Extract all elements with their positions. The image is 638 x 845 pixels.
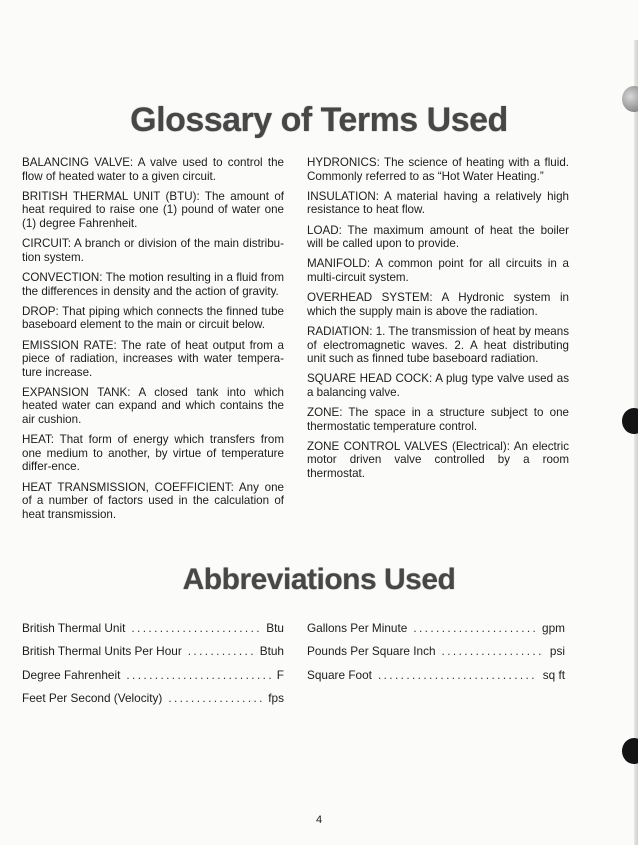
dot-leader bbox=[188, 644, 254, 658]
abbreviation-row bbox=[22, 668, 284, 691]
abbreviation-name: Square Foot bbox=[307, 667, 372, 682]
dot-leader bbox=[168, 691, 262, 705]
glossary-term: DROP: That piping which connects the finned tube baseboard element to the main or circuit below. bbox=[22, 304, 284, 332]
glossary-term: MANIFOLD: A common point for all circuits in a multi-circuit system. bbox=[307, 257, 569, 284]
abbreviation-row bbox=[307, 668, 565, 691]
abbreviations-heading: Abbreviations Used bbox=[182, 563, 456, 596]
abbreviation-row bbox=[307, 621, 565, 644]
abbreviation-value: psi bbox=[549, 644, 565, 659]
glossary-term: OVERHEAD SYSTEM: A Hydronic system in which the supply main is above the radiation. bbox=[307, 291, 569, 318]
abbreviation-name: Pounds Per Square Inch bbox=[307, 644, 436, 659]
glossary-term: EXPANSION TANK: A closed tank into which heated water can expand and which contains the air cushion. bbox=[22, 385, 284, 427]
glossary-term: LOAD: The maximum amount of heat the boiler will be called upon to provide. bbox=[307, 223, 569, 251]
dot-leader bbox=[442, 644, 544, 658]
glossary-term: SQUARE HEAD COCK: A plug type valve used as a balancing valve. bbox=[307, 372, 569, 399]
abbreviation-row bbox=[22, 621, 284, 644]
dot-leader bbox=[413, 621, 536, 635]
page-number: 4 bbox=[315, 814, 323, 826]
glossary-heading: Glossary of Terms Used bbox=[130, 101, 508, 139]
abbreviation-value: fps bbox=[268, 690, 284, 705]
dot-leader bbox=[131, 621, 260, 635]
glossary-right-column bbox=[307, 156, 569, 487]
abbreviation-row bbox=[22, 691, 284, 714]
glossary-term: ZONE: The space in a structure subject to one thermostatic temperature control. bbox=[307, 406, 569, 433]
abbreviation-value: gpm bbox=[542, 621, 565, 635]
glossary-term: BRITISH THERMAL UNIT (BTU): The amount of heat required to raise one (1) pound of water one (1) degree Fahrenheit. bbox=[22, 189, 284, 230]
glossary-term: EMISSION RATE: The rate of heat output from a piece of radiation, increases with water tempera-ture increase. bbox=[22, 338, 284, 379]
glossary-term: ZONE CONTROL VALVES (Electrical): An electric motor driven valve controlled by a room thermostat. bbox=[307, 439, 569, 481]
binder-hole-middle bbox=[622, 408, 638, 434]
dot-leader bbox=[126, 668, 270, 682]
dot-leader bbox=[378, 668, 537, 682]
abbreviation-name: Feet Per Second (Velocity) bbox=[22, 690, 163, 705]
abbreviations-right-column bbox=[307, 621, 565, 691]
glossary-term: HEAT TRANSMISSION, COEFFICIENT: Any one of a number of factors used in the calculation of heat transmission. bbox=[22, 480, 284, 521]
abbreviation-name: Degree Fahrenheit bbox=[22, 667, 121, 682]
glossary-term: CIRCUIT: A branch or division of the main distribu-tion system. bbox=[22, 237, 284, 264]
abbreviation-name: British Thermal Unit bbox=[22, 621, 126, 635]
glossary-term: BALANCING VALVE: A valve used to control the flow of heated water to a given circuit. bbox=[22, 156, 284, 183]
page-edge bbox=[634, 40, 638, 845]
abbreviation-name: Gallons Per Minute bbox=[307, 621, 408, 635]
glossary-term: INSULATION: A material having a relatively high resistance to heat flow. bbox=[307, 189, 569, 217]
binder-hole-bottom bbox=[622, 738, 638, 764]
glossary-term: HEAT: That form of energy which transfers from one medium to another, by virtue of temperature differ-ence. bbox=[22, 433, 284, 474]
glossary-term: CONVECTION: The motion resulting in a fluid from the differences in density and the action of gravity. bbox=[22, 270, 284, 298]
abbreviation-row bbox=[22, 644, 284, 667]
abbreviation-value: Btuh bbox=[259, 644, 284, 659]
glossary-term: HYDRONICS: The science of heating with a fluid. Commonly referred to as “Hot Water Heating.” bbox=[307, 156, 569, 183]
glossary-term: RADIATION: 1. The transmission of heat by means of electromagnetic waves. 2. A heat distributing unit such as finned tube baseboard radiation. bbox=[307, 324, 569, 366]
abbreviations-left-column bbox=[22, 621, 284, 714]
abbreviation-value: sq ft bbox=[542, 667, 565, 682]
abbreviation-name: British Thermal Units Per Hour bbox=[22, 644, 182, 659]
glossary-left-column bbox=[22, 156, 284, 528]
abbreviation-row bbox=[307, 644, 565, 667]
abbreviation-value: Btu bbox=[266, 621, 284, 635]
abbreviation-value: F bbox=[276, 667, 284, 682]
